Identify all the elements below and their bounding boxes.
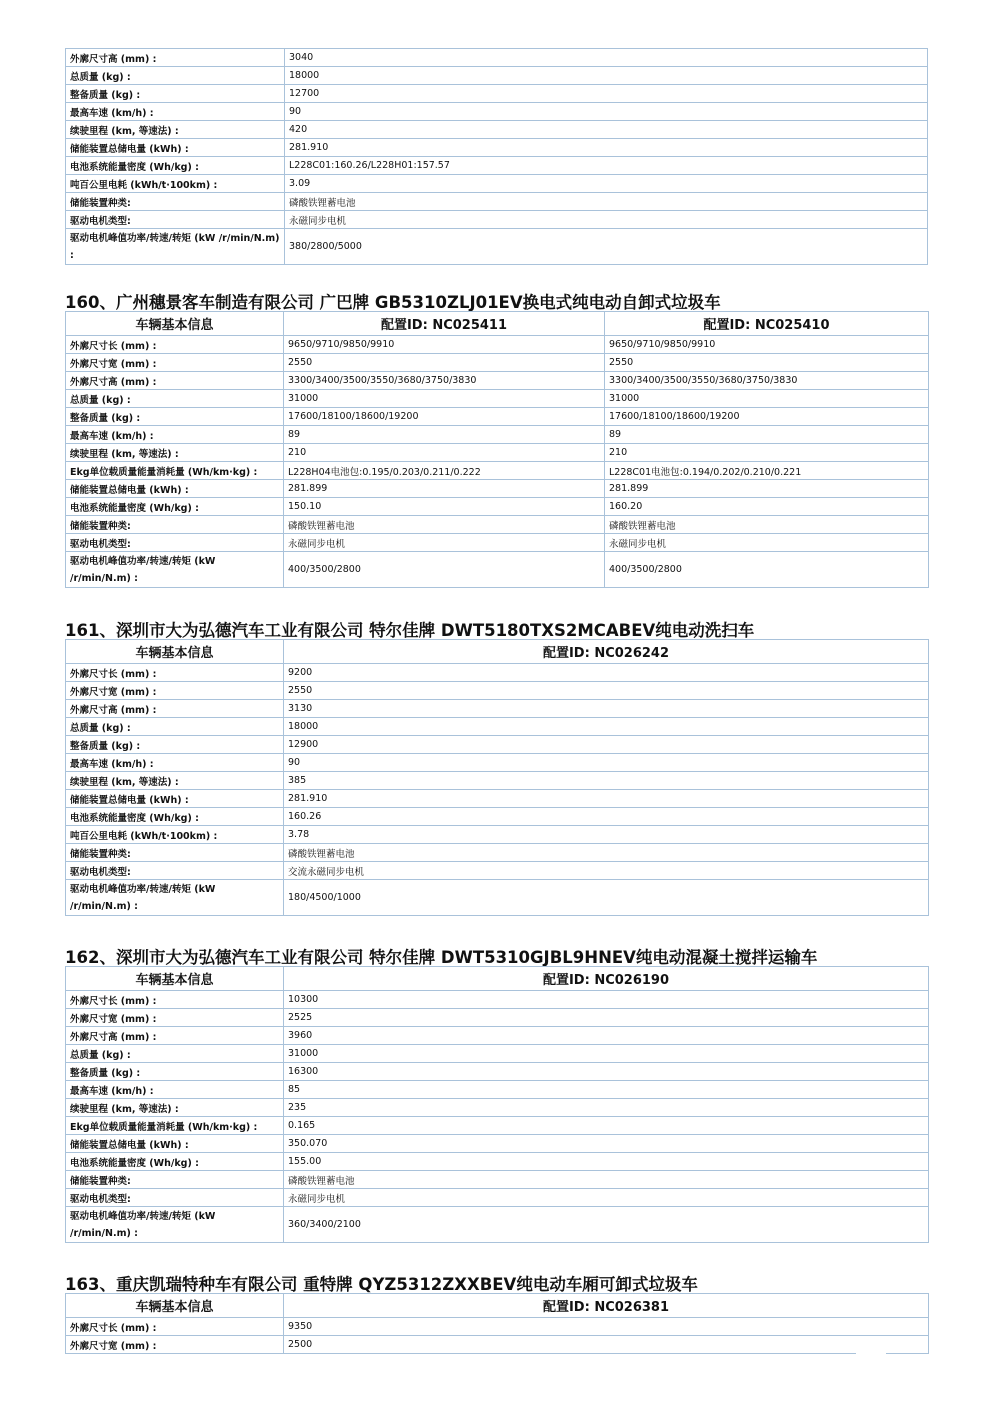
row-value: 17600/18100/18600/19200 xyxy=(284,408,605,426)
row-value: 永磁同步电机 xyxy=(285,211,928,229)
table-row xyxy=(66,103,928,121)
row-value: 16300 xyxy=(284,1063,929,1081)
row-label: 电池系统能量密度 (Wh/kg) : xyxy=(66,808,284,826)
table-row xyxy=(66,175,928,193)
row-label: 驱动电机峰值功率/转速/转矩 (kW /r/min/N.m) : xyxy=(66,1207,284,1243)
row-value: 155.00 xyxy=(284,1153,929,1171)
row-value: 210 xyxy=(284,444,605,462)
table-row xyxy=(66,844,929,862)
row-label: 最高车速 (km/h) : xyxy=(66,103,285,121)
table-row xyxy=(66,193,928,211)
row-value: 3960 xyxy=(284,1027,929,1045)
row-value: 281.899 xyxy=(605,480,929,498)
table-row xyxy=(66,444,929,462)
row-label: 储能装置总储电量 (kWh) : xyxy=(66,1135,284,1153)
row-label: 储能装置种类: xyxy=(66,516,284,534)
row-value: 磷酸铁锂蓄电池 xyxy=(285,193,928,211)
row-label: 驱动电机类型: xyxy=(66,211,285,229)
header-config-id: 配置ID: NC025411 xyxy=(284,312,605,336)
row-value: 永磁同步电机 xyxy=(284,534,605,552)
row-value: 235 xyxy=(284,1099,929,1117)
section-title-163: 163、重庆凯瑞特种车有限公司 重特牌 QYZ5312ZXXBEV纯电动车厢可卸式垃圾车 xyxy=(65,1275,698,1294)
row-value: 3040 xyxy=(285,49,928,67)
row-value: 90 xyxy=(284,754,929,772)
table-row xyxy=(66,480,929,498)
header-config-id: 配置ID: NC025410 xyxy=(605,312,929,336)
table-row xyxy=(66,1117,929,1135)
row-label: 续驶里程 (km, 等速法) : xyxy=(66,444,284,462)
row-label: Ekg单位载质量能量消耗量 (Wh/km·kg) : xyxy=(66,462,284,480)
row-value: L228C01:160.26/L228H01:157.57 xyxy=(285,157,928,175)
header-basic-info: 车辆基本信息 xyxy=(66,312,284,336)
row-label: 吨百公里电耗 (kWh/t·100km) : xyxy=(66,826,284,844)
table-row xyxy=(66,426,929,444)
row-value: 3.78 xyxy=(284,826,929,844)
table-row xyxy=(66,67,928,85)
row-label: 整备质量 (kg) : xyxy=(66,1063,284,1081)
row-label: 外廓尺寸长 (mm) : xyxy=(66,336,284,354)
table-row xyxy=(66,516,929,534)
row-value: 9650/9710/9850/9910 xyxy=(605,336,929,354)
row-value: 420 xyxy=(285,121,928,139)
table-row xyxy=(66,49,928,67)
table-header-row xyxy=(66,312,929,336)
row-value: 31000 xyxy=(284,1045,929,1063)
table-row xyxy=(66,85,928,103)
row-value: 281.899 xyxy=(284,480,605,498)
table-row xyxy=(66,1099,929,1117)
row-value: L228C01电池包:0.194/0.202/0.210/0.221 xyxy=(605,462,929,480)
table-row xyxy=(66,1045,929,1063)
table-row xyxy=(66,700,929,718)
row-value: 9350 xyxy=(284,1318,929,1336)
row-value: 180/4500/1000 xyxy=(284,880,929,916)
section-title-161: 161、深圳市大为弘德汽车工业有限公司 特尔佳牌 DWT5180TXS2MCABEV纯电动洗扫车 xyxy=(65,621,755,640)
row-value: 10300 xyxy=(284,991,929,1009)
row-label: 储能装置种类: xyxy=(66,1171,284,1189)
watermark-blank xyxy=(856,1353,886,1363)
section-title-162: 162、深圳市大为弘德汽车工业有限公司 特尔佳牌 DWT5310GJBL9HNEV纯电动混凝土搅拌运输车 xyxy=(65,948,818,967)
header-basic-info: 车辆基本信息 xyxy=(66,967,284,991)
row-value: 18000 xyxy=(284,718,929,736)
row-value: 90 xyxy=(285,103,928,121)
row-value: 2550 xyxy=(284,354,605,372)
row-label: 外廓尺寸长 (mm) : xyxy=(66,1318,284,1336)
table-row xyxy=(66,1081,929,1099)
table-header-row xyxy=(66,967,929,991)
row-value: 9200 xyxy=(284,664,929,682)
row-label: 驱动电机峰值功率/转速/转矩 (kW /r/min/N.m) : xyxy=(66,229,285,265)
row-value: 85 xyxy=(284,1081,929,1099)
table-row xyxy=(66,462,929,480)
table-row xyxy=(66,1318,929,1336)
row-label: 储能装置总储电量 (kWh) : xyxy=(66,480,284,498)
spec-table-160 xyxy=(65,311,929,588)
spec-table-162 xyxy=(65,966,929,1243)
row-label: 外廓尺寸宽 (mm) : xyxy=(66,682,284,700)
row-value: 交流永磁同步电机 xyxy=(284,862,929,880)
table-row xyxy=(66,736,929,754)
header-config-id: 配置ID: NC026242 xyxy=(284,640,929,664)
table-row xyxy=(66,682,929,700)
table-header-row xyxy=(66,640,929,664)
row-label: 电池系统能量密度 (Wh/kg) : xyxy=(66,157,285,175)
spec-table-163 xyxy=(65,1293,929,1354)
row-value: 281.910 xyxy=(284,790,929,808)
row-label: 储能装置总储电量 (kWh) : xyxy=(66,790,284,808)
table-row xyxy=(66,1207,929,1243)
table-row xyxy=(66,1171,929,1189)
row-value: 磷酸铁锂蓄电池 xyxy=(284,844,929,862)
row-value: 89 xyxy=(284,426,605,444)
table-row xyxy=(66,991,929,1009)
section-title-160: 160、广州穗景客车制造有限公司 广巴牌 GB5310ZLJ01EV换电式纯电动自卸式垃圾车 xyxy=(65,293,721,312)
table-row xyxy=(66,229,928,265)
table-row xyxy=(66,1063,929,1081)
table-row xyxy=(66,1189,929,1207)
row-value: 350.070 xyxy=(284,1135,929,1153)
table-row xyxy=(66,390,929,408)
row-value: 3130 xyxy=(284,700,929,718)
row-label: 最高车速 (km/h) : xyxy=(66,754,284,772)
table-row xyxy=(66,826,929,844)
row-label: 电池系统能量密度 (Wh/kg) : xyxy=(66,1153,284,1171)
table-row xyxy=(66,534,929,552)
table-row xyxy=(66,862,929,880)
table-row xyxy=(66,808,929,826)
table-row xyxy=(66,754,929,772)
table-row xyxy=(66,336,929,354)
table-row xyxy=(66,1336,929,1354)
row-label: 外廓尺寸长 (mm) : xyxy=(66,991,284,1009)
row-value: 31000 xyxy=(605,390,929,408)
row-label: 外廓尺寸宽 (mm) : xyxy=(66,354,284,372)
row-label: 驱动电机峰值功率/转速/转矩 (kW /r/min/N.m) : xyxy=(66,880,284,916)
row-label: 总质量 (kg) : xyxy=(66,1045,284,1063)
row-label: 整备质量 (kg) : xyxy=(66,408,284,426)
row-value: 永磁同步电机 xyxy=(605,534,929,552)
spec-table-continued xyxy=(65,48,928,265)
row-value: 磷酸铁锂蓄电池 xyxy=(605,516,929,534)
row-value: 2550 xyxy=(605,354,929,372)
row-value: 400/3500/2800 xyxy=(284,552,605,588)
row-value: 210 xyxy=(605,444,929,462)
table-row xyxy=(66,408,929,426)
row-label: 储能装置种类: xyxy=(66,193,285,211)
row-label: 驱动电机峰值功率/转速/转矩 (kW /r/min/N.m) : xyxy=(66,552,284,588)
header-basic-info: 车辆基本信息 xyxy=(66,1294,284,1318)
row-value: 160.26 xyxy=(284,808,929,826)
row-value: 9650/9710/9850/9910 xyxy=(284,336,605,354)
row-value: 磷酸铁锂蓄电池 xyxy=(284,516,605,534)
table-row xyxy=(66,211,928,229)
table-row xyxy=(66,1153,929,1171)
table-row xyxy=(66,664,929,682)
table-row xyxy=(66,552,929,588)
table-row xyxy=(66,121,928,139)
row-label: 驱动电机类型: xyxy=(66,534,284,552)
header-config-id: 配置ID: NC026190 xyxy=(284,967,929,991)
row-label: 整备质量 (kg) : xyxy=(66,85,285,103)
header-basic-info: 车辆基本信息 xyxy=(66,640,284,664)
row-label: 电池系统能量密度 (Wh/kg) : xyxy=(66,498,284,516)
row-label: 续驶里程 (km, 等速法) : xyxy=(66,772,284,790)
row-value: L228H04电池包:0.195/0.203/0.211/0.222 xyxy=(284,462,605,480)
row-value: 3.09 xyxy=(285,175,928,193)
row-label: 外廓尺寸高 (mm) : xyxy=(66,700,284,718)
table-row xyxy=(66,354,929,372)
row-label: 总质量 (kg) : xyxy=(66,67,285,85)
row-value: 150.10 xyxy=(284,498,605,516)
row-label: 续驶里程 (km, 等速法) : xyxy=(66,121,285,139)
row-label: 外廓尺寸宽 (mm) : xyxy=(66,1009,284,1027)
row-label: 续驶里程 (km, 等速法) : xyxy=(66,1099,284,1117)
row-label: 最高车速 (km/h) : xyxy=(66,426,284,444)
row-label: 外廓尺寸宽 (mm) : xyxy=(66,1336,284,1354)
row-value: 0.165 xyxy=(284,1117,929,1135)
row-value: 12700 xyxy=(285,85,928,103)
row-value: 2500 xyxy=(284,1336,929,1354)
row-value: 18000 xyxy=(285,67,928,85)
table-row xyxy=(66,372,929,390)
row-value: 31000 xyxy=(284,390,605,408)
row-label: 储能装置总储电量 (kWh) : xyxy=(66,139,285,157)
table-row xyxy=(66,880,929,916)
header-config-id: 配置ID: NC026381 xyxy=(284,1294,929,1318)
row-value: 磷酸铁锂蓄电池 xyxy=(284,1171,929,1189)
table-row xyxy=(66,772,929,790)
table-row xyxy=(66,498,929,516)
row-label: 外廓尺寸高 (mm) : xyxy=(66,49,285,67)
row-value: 3300/3400/3500/3550/3680/3750/3830 xyxy=(605,372,929,390)
table-row xyxy=(66,157,928,175)
row-label: 驱动电机类型: xyxy=(66,1189,284,1207)
row-label: 吨百公里电耗 (kWh/t·100km) : xyxy=(66,175,285,193)
row-value: 2550 xyxy=(284,682,929,700)
row-value: 380/2800/5000 xyxy=(285,229,928,265)
row-value: 2525 xyxy=(284,1009,929,1027)
row-label: 总质量 (kg) : xyxy=(66,390,284,408)
table-row xyxy=(66,139,928,157)
row-value: 3300/3400/3500/3550/3680/3750/3830 xyxy=(284,372,605,390)
table-row xyxy=(66,1135,929,1153)
row-value: 89 xyxy=(605,426,929,444)
row-value: 12900 xyxy=(284,736,929,754)
row-label: Ekg单位载质量能量消耗量 (Wh/km·kg) : xyxy=(66,1117,284,1135)
row-label: 储能装置种类: xyxy=(66,844,284,862)
row-value: 永磁同步电机 xyxy=(284,1189,929,1207)
row-label: 外廓尺寸长 (mm) : xyxy=(66,664,284,682)
row-value: 385 xyxy=(284,772,929,790)
row-value: 17600/18100/18600/19200 xyxy=(605,408,929,426)
row-value: 160.20 xyxy=(605,498,929,516)
table-row xyxy=(66,1027,929,1045)
table-row xyxy=(66,718,929,736)
row-value: 400/3500/2800 xyxy=(605,552,929,588)
row-label: 外廓尺寸高 (mm) : xyxy=(66,1027,284,1045)
table-row xyxy=(66,790,929,808)
row-label: 整备质量 (kg) : xyxy=(66,736,284,754)
table-header-row xyxy=(66,1294,929,1318)
row-label: 驱动电机类型: xyxy=(66,862,284,880)
table-row xyxy=(66,1009,929,1027)
row-value: 281.910 xyxy=(285,139,928,157)
row-label: 最高车速 (km/h) : xyxy=(66,1081,284,1099)
spec-table-161 xyxy=(65,639,929,916)
row-label: 总质量 (kg) : xyxy=(66,718,284,736)
row-label: 外廓尺寸高 (mm) : xyxy=(66,372,284,390)
row-value: 360/3400/2100 xyxy=(284,1207,929,1243)
